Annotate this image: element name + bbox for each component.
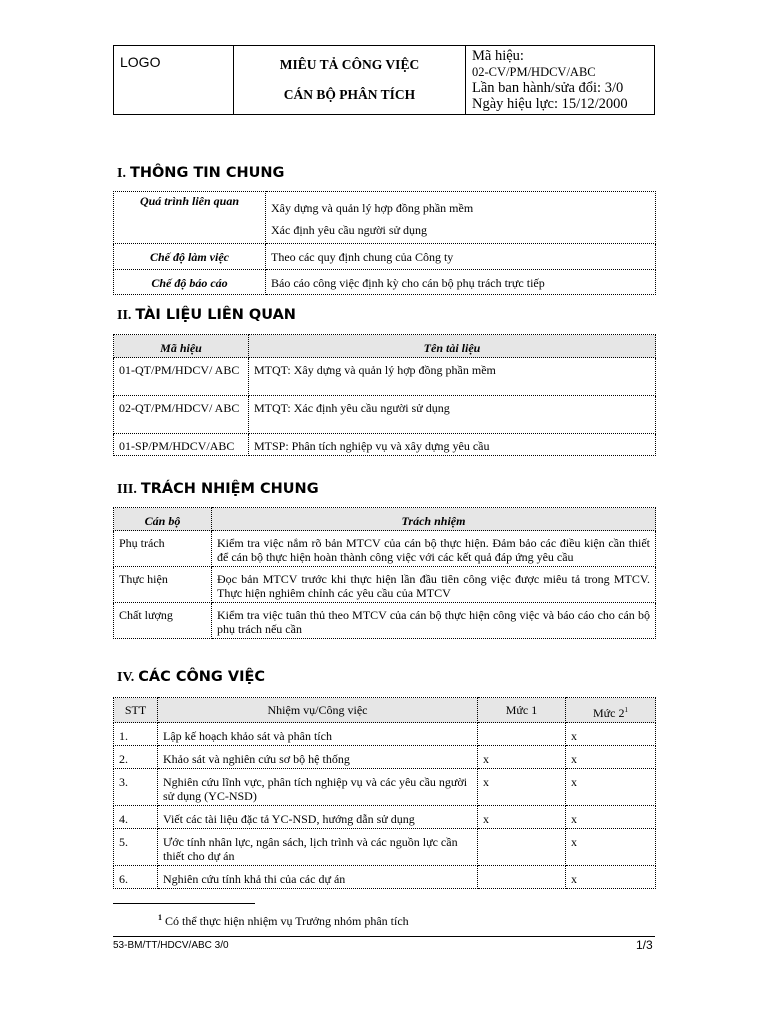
- table-row: 02-QT/PM/HDCV/ ABC MTQT: Xác định yêu cầu người sử dụng: [114, 396, 656, 434]
- section-1-heading: I. THÔNG TIN CHUNG: [117, 165, 285, 181]
- table-row: 2. Khảo sát và nghiên cứu sơ bộ hệ thống x x: [114, 746, 656, 769]
- table-header: Mã hiệu Tên tài liệu: [114, 335, 656, 358]
- table-row: Chế độ báo cáo Báo cáo công việc định kỳ cho cán bộ phụ trách trực tiếp: [114, 270, 656, 295]
- table-row: 4. Viết các tài liệu đặc tả YC-NSD, hướng dẫn sử dụng x x: [114, 806, 656, 829]
- title-line-1: MIÊU TẢ CÔNG VIỆC: [279, 57, 420, 72]
- table-row: 01-SP/PM/HDCV/ABC MTSP: Phân tích nghiệp vụ và xây dựng yêu cầu: [114, 434, 656, 456]
- code-label: Mã hiệu:: [472, 48, 524, 64]
- table-row: Chế độ làm việc Theo các quy định chung của Công ty: [114, 244, 656, 270]
- table-header: STT Nhiệm vụ/Công việc Mức 1 Mức $2^1$: [114, 698, 656, 723]
- table-header: Cán bộ Trách nhiệm: [114, 508, 656, 531]
- form-code: 53-BM/TT/HDCV/ABC 3/0: [113, 940, 229, 951]
- section-3-heading: III. TRÁCH NHIỆM CHUNG: [117, 481, 319, 497]
- table-row: 1. Lập kế hoạch khảo sát và phân tích x: [114, 723, 656, 746]
- table-row: Quá trình liên quan Xây dựng và quản lý hợp đồng phần mềm Xác định yêu cầu người sử dụng: [114, 192, 656, 244]
- section-2-heading: II. TÀI LIỆU LIÊN QUAN: [117, 307, 296, 323]
- footer-separator: [113, 936, 655, 937]
- documents-table: [113, 334, 656, 456]
- title-line-2: CÁN BỘ PHÂN TÍCH: [283, 87, 416, 102]
- document-title: [234, 46, 466, 114]
- footnote-separator: [113, 903, 255, 904]
- table-row: 5. Ước tính nhân lực, ngân sách, lịch trình và các nguồn lực cần thiết cho dự án x: [114, 829, 656, 866]
- document-code: 02-CV/PM/HDCV/ABC: [472, 65, 596, 79]
- table-row: Chất lượng Kiểm tra việc tuân thủ theo MTCV của cán bộ thực hiện công việc và báo cáo cho cán bộ phụ trách nếu cần: [114, 603, 656, 639]
- revision: Lần ban hành/sửa đổi: 3/0: [472, 80, 624, 96]
- table-row: 6. Nghiên cứu tính khả thi của các dự án x: [114, 866, 656, 889]
- table-row: 01-QT/PM/HDCV/ ABC MTQT: Xây dựng và quản lý hợp đồng phần mềm: [114, 358, 656, 396]
- document-meta: [466, 46, 654, 114]
- table-row: Phụ trách Kiểm tra việc nắm rõ bản MTCV của cán bộ thực hiện. Đảm bảo các điều kiện cần thiết để cán bộ thực hiện hoàn thành công việc với các kết quả đáp ứng yêu cầu: [114, 531, 656, 567]
- table-row: 3. Nghiên cứu lĩnh vực, phân tích nghiệp vụ và các yêu cầu người sử dụng (YC-NSD) x x: [114, 769, 656, 806]
- responsibilities-table: [113, 507, 656, 639]
- effective-date: Ngày hiệu lực: 15/12/2000: [472, 96, 628, 112]
- document-header: [113, 45, 655, 115]
- section-4-heading: IV. CÁC CÔNG VIỆC: [117, 669, 266, 685]
- general-info-table: [113, 191, 656, 295]
- page-number: 1/3: [636, 938, 653, 952]
- table-row: Thực hiện Đọc bản MTCV trước khi thực hiện lần đầu tiên công việc được miêu tả trong MTCV. Thực hiện nghiêm chỉnh các yêu cầu của MTCV: [114, 567, 656, 603]
- tasks-table: [113, 697, 656, 889]
- logo: LOGO: [114, 46, 234, 114]
- footnote: $^1$ Có thể thực hiện nhiệm vụ Trưởng nhóm phân tích: [158, 913, 409, 928]
